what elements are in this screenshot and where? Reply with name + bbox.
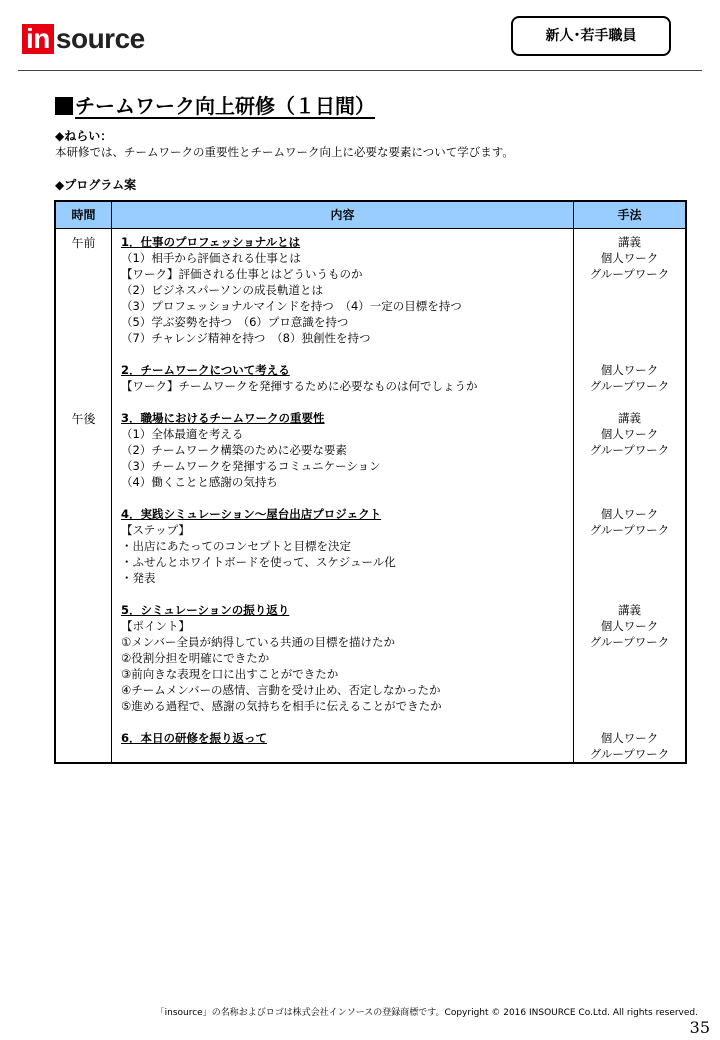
section-line: （3）プロフェッショナルマインドを持つ （4）一定の目標を持つ: [121, 299, 462, 313]
section-line: 【ステップ】: [121, 523, 190, 537]
section-methods: [574, 730, 685, 762]
section-title: 6．本日の研修を振り返って: [121, 731, 268, 745]
section-line: ②役割分担を明確にできたか: [121, 651, 270, 665]
column-divider: [111, 202, 112, 762]
title-square-icon: [55, 97, 73, 115]
page-title-text: チームワーク向上研修（１日間）: [75, 94, 375, 118]
section-line: ⑤進める過程で、感謝の気持ちを相手に伝えることができたか: [121, 699, 442, 713]
time-pm: 午後: [71, 412, 96, 426]
method-item: 講義: [618, 411, 641, 425]
section-line: ④チームメンバーの感情、言動を受け止め、否定しなかったか: [121, 683, 441, 697]
section-line: （5）学ぶ姿勢を持つ （6）プロ意識を持つ: [121, 315, 349, 329]
method-item: グループワーク: [589, 379, 670, 393]
method-item: 個人ワーク: [600, 363, 659, 377]
program-section: [121, 602, 571, 714]
section-line: （1）相手から評価される仕事とは: [121, 251, 301, 265]
section-title: 3．職場におけるチームワークの重要性: [121, 411, 325, 425]
program-heading: ◆プログラム案: [55, 178, 137, 192]
section-methods: [574, 410, 685, 458]
column-divider: [573, 202, 574, 762]
method-item: グループワーク: [589, 747, 670, 761]
section-methods: [574, 362, 685, 394]
header-content: 内容: [330, 208, 355, 222]
method-item: グループワーク: [589, 267, 670, 281]
program-section: [121, 410, 571, 490]
aim-text: 本研修では、チームワークの重要性とチームワーク向上に必要な要素について学びます。: [55, 145, 514, 159]
section-line: ③前向きな表現を口に出すことができたか: [121, 667, 339, 681]
section-line: ①メンバー全員が納得している共通の目標を描けたか: [121, 635, 396, 649]
section-title: 4．実践シミュレーション～屋台出店プロジェクト: [121, 507, 382, 521]
program-section: [121, 234, 571, 346]
section-line: （7）チャレンジ精神を持つ （8）独創性を持つ: [121, 331, 371, 345]
method-item: グループワーク: [589, 523, 670, 537]
method-item: 個人ワーク: [600, 507, 659, 521]
time-am: 午前: [71, 236, 96, 250]
section-line: ・出店にあたってのコンセプトと目標を決定: [121, 539, 351, 553]
method-item: 講義: [618, 235, 641, 249]
section-line: 【ワーク】チームワークを発揮するために必要なものは何でしょうか: [121, 379, 478, 393]
aim-heading: ◆ねらい：: [55, 129, 113, 143]
header-divider: [18, 70, 702, 71]
insource-logo: [22, 24, 145, 54]
header-time: 時間: [71, 208, 96, 222]
section-line: 【ポイント】: [121, 619, 190, 633]
program-section: [121, 730, 571, 746]
section-line: 【ワーク】評価される仕事とはどういうものか: [121, 267, 363, 281]
page-title: [55, 90, 375, 119]
target-audience-badge: 新人･若手職員: [511, 16, 671, 56]
section-methods: [574, 506, 685, 538]
section-line: （2）チームワーク構築のために必要な要素: [121, 443, 347, 457]
method-item: 個人ワーク: [600, 427, 659, 441]
method-item: グループワーク: [589, 635, 670, 649]
section-methods: [574, 234, 685, 282]
program-section: [121, 506, 571, 586]
section-title: 1．仕事のプロフェッショナルとは: [121, 235, 301, 249]
method-item: 個人ワーク: [600, 619, 659, 633]
method-item: 個人ワーク: [600, 731, 659, 745]
logo-source-text: source: [55, 23, 145, 54]
section-line: （2）ビジネスパーソンの成長軌道とは: [121, 283, 324, 297]
copyright-footer: 「insource」の名称およびロゴは株式会社インソースの登録商標です。Copyright © 2016 INSOURCE Co.Ltd. All rights reserved.: [155, 1008, 698, 1018]
section-title: 2．チームワークについて考える: [121, 363, 290, 377]
program-section: [121, 362, 571, 394]
section-methods: [574, 602, 685, 650]
method-item: 個人ワーク: [600, 251, 659, 265]
section-line: ・ふせんとホワイトボードを使って、スケジュール化: [121, 555, 396, 569]
section-line: （3）チームワークを発揮するコミュニケーション: [121, 459, 381, 473]
page-number: 35: [689, 1018, 710, 1037]
program-table: [54, 200, 687, 764]
section-line: （1）全体最適を考える: [121, 427, 244, 441]
section-line: ・発表: [121, 571, 156, 585]
logo-in-mark: in: [22, 24, 54, 54]
section-title: 5．シミュレーションの振り返り: [121, 603, 290, 617]
header-method: 手法: [617, 208, 642, 222]
table-header-row: [56, 202, 685, 229]
method-item: 講義: [618, 603, 641, 617]
method-item: グループワーク: [589, 443, 670, 457]
section-line: （4）働くことと感謝の気持ち: [121, 475, 278, 489]
